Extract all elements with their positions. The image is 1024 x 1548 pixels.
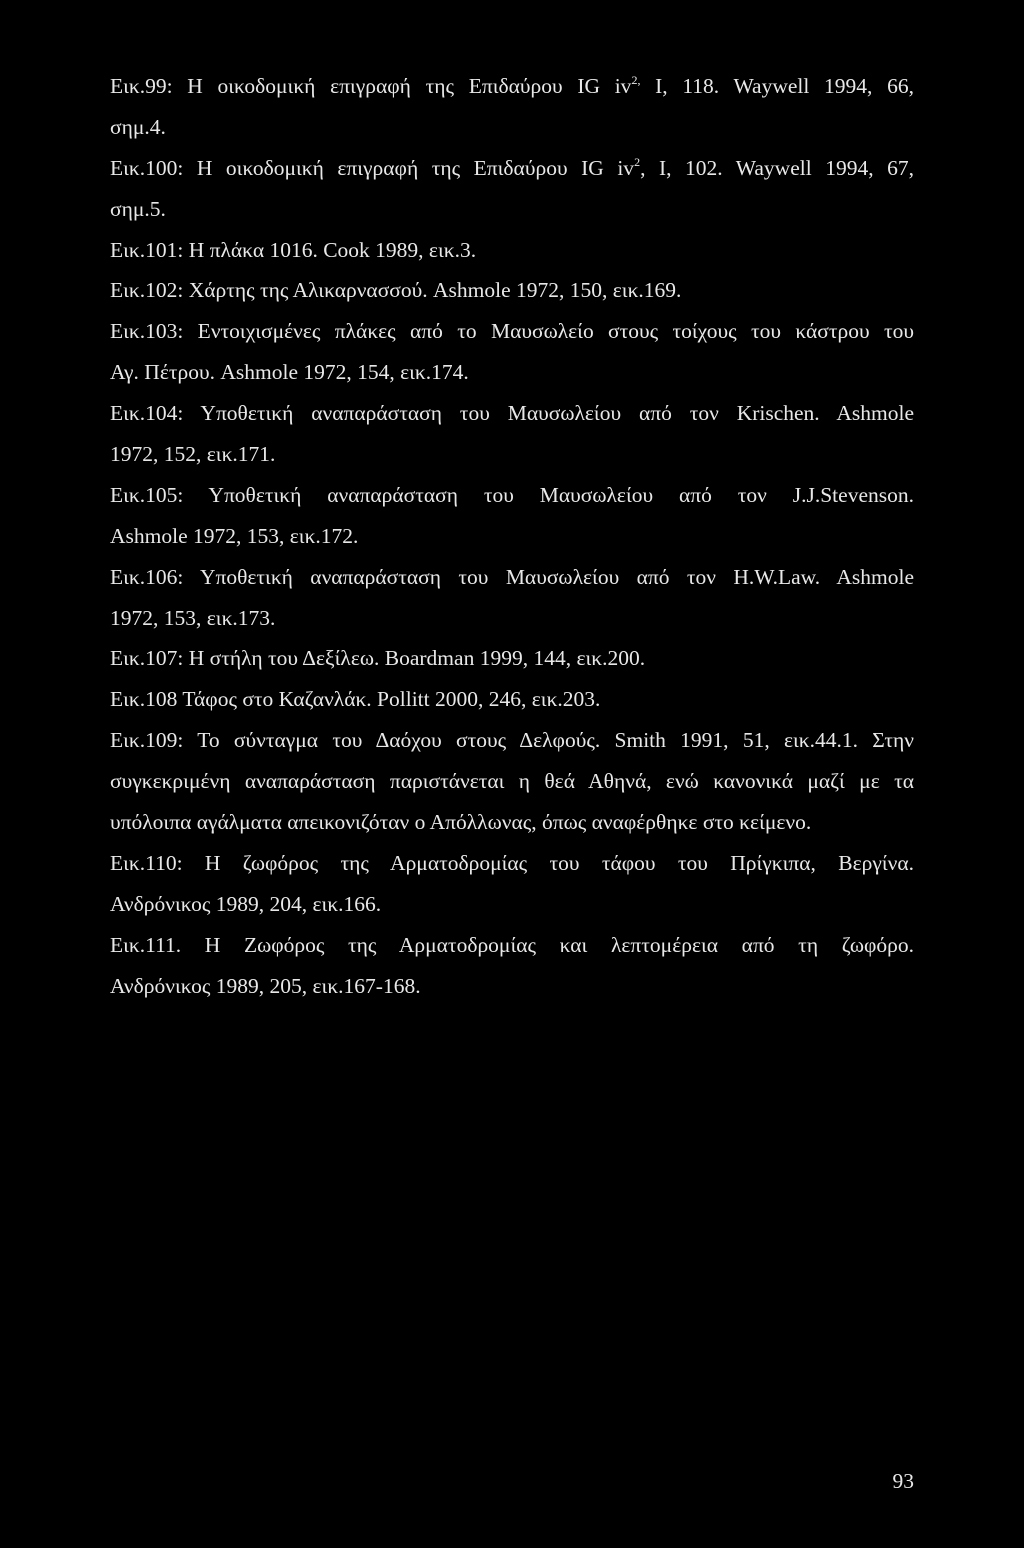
caption-100-line-1: Εικ.100: Η οικοδομική επιγραφή της Επιδαύρου IG $iv^2$, I, 102. Waywell 1994, 67, — [110, 154, 914, 180]
figure-captions-list — [110, 66, 914, 1006]
caption-100-line-2: σημ.5. — [110, 196, 166, 221]
caption-104-line-2: 1972, 152, εικ.171. — [110, 442, 276, 467]
caption-101-line-1: Εικ.101: Η πλάκα 1016. Cook 1989, εικ.3. — [110, 237, 477, 262]
caption-105-line-1: Εικ.105: Υποθετική αναπαράσταση του Μαυσωλείου από τον J.J.Stevenson. — [110, 482, 914, 507]
caption-104-line-1: Εικ.104: Υποθετική αναπαράσταση του Μαυσωλείου από τον Krischen. Ashmole — [110, 401, 914, 426]
caption-111-line-2: Ανδρόνικος 1989, 205, εικ.167-168. — [110, 973, 421, 998]
caption-109-line-1: Εικ.109: Το σύνταγμα του Δαόχου στους Δελφούς. Smith 1991, 51, εικ.44.1. Στην — [110, 728, 914, 753]
caption-109-line-3: υπόλοιπα αγάλματα απεικονιζόταν ο Απόλλωνας, όπως αναφέρθηκε στο κείμενο. — [110, 810, 812, 835]
caption-108-line-1: Εικ.108 Τάφος στο Καζανλάκ. Pollitt 2000, 246, εικ.203. — [110, 687, 601, 712]
caption-110-line-2: Ανδρόνικος 1989, 204, εικ.166. — [110, 891, 382, 916]
page-number: 93 — [892, 1469, 914, 1493]
caption-99-line-2: σημ.4. — [110, 114, 166, 139]
caption-106-line-1: Εικ.106: Υποθετική αναπαράσταση του Μαυσωλείου από τον H.W.Law. Ashmole — [110, 564, 914, 589]
caption-109-line-2: συγκεκριμένη αναπαράσταση παριστάνεται η θεά Αθηνά, ενώ κανονικά μαζί με τα — [110, 769, 914, 794]
caption-99-line-1: Εικ.99: Η οικοδομική επιγραφή της Επιδαύρου IG $iv^{2,}$ I, 118. Waywell 1994, 66, — [110, 73, 914, 98]
caption-102-line-1: Εικ.102: Χάρτης της Αλικαρνασσού. Ashmole 1972, 150, εικ.169. — [110, 278, 682, 303]
caption-110-line-1: Εικ.110: Η ζωφόρος της Αρματοδρομίας του τάφου του Πρίγκιπα, Βεργίνα. — [110, 850, 914, 875]
caption-111-line-1: Εικ.111. Η Ζωφόρος της Αρματοδρομίας και λεπτομέρεια από τη ζωφόρο. — [110, 932, 914, 957]
caption-103-line-1: Εικ.103: Εντοιχισμένες πλάκες από το Μαυσωλείο στους τοίχους του κάστρου του — [110, 319, 914, 344]
caption-105-line-2: Ashmole 1972, 153, εικ.172. — [110, 523, 359, 548]
caption-106-line-2: 1972, 153, εικ.173. — [110, 605, 276, 630]
caption-103-line-2: Αγ. Πέτρου. Ashmole 1972, 154, εικ.174. — [110, 360, 469, 385]
caption-107-line-1: Εικ.107: Η στήλη του Δεξίλεω. Boardman 1999, 144, εικ.200. — [110, 646, 646, 671]
